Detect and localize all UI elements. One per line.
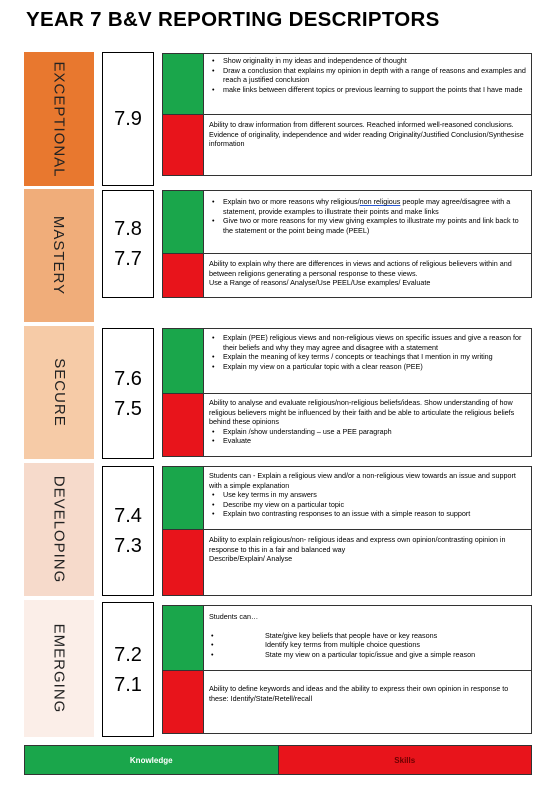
knowledge-list [209,631,526,660]
knowledge-swatch [163,467,204,529]
knowledge-intro: Students can… [209,612,259,621]
knowledge-row-developing [162,466,532,530]
band-label: DEVELOPING [50,475,68,584]
grade-value: 7.2 [114,643,142,666]
grade-value: 7.8 [114,218,142,240]
grade-box-emerging [102,602,154,737]
skills-row-emerging [162,670,532,734]
list-item: • Explain two contrasting responses to an issue with a simple reason to support [209,509,526,519]
grade-value: 7.3 [114,535,142,557]
skills-text: Ability to analyse and evaluate religious/non-religious beliefs/ideas. Show understanding of how religious believers might be influenced by their faith and be able to articulate the religious beliefs behind these opinions [209,398,515,427]
grade-box-developing [102,466,154,596]
skills-swatch [163,530,204,595]
skills-row-secure [162,393,532,457]
page-title: YEAR 7 B&V REPORTING DESCRIPTORS [26,8,440,31]
list-item: • Explain /show understanding – use a PEE paragraph [209,427,526,437]
list-item: • Describe my view on a particular topic [209,500,526,510]
skills-text: Use a Range of reasons/ Analyse/Use PEEL/Use examples/ Evaluate [209,278,431,288]
band-emerging [24,600,94,737]
knowledge-row-emerging [162,605,532,671]
band-label: EMERGING [50,623,68,714]
knowledge-list [209,490,526,519]
list-item: • Give two or more reasons for my view giving examples to illustrate my points and link back to the statement or the point being made (PEEL) [209,216,526,235]
band-exceptional [24,52,94,186]
knowledge-list [209,197,526,235]
skills-text: Ability to draw information from different sources. Reached informed well-reasoned conclusions. Evidence of originality, independence and wider reading Originality/Justified Conclusion/Synthesise information [209,120,524,149]
skills-text: Ability to define keywords and ideas and the ability to express their own opinion in response to these: Identify/State/Retell/recall [209,684,509,703]
skills-row-exceptional [162,114,532,176]
list-item: • Show originality in my ideas and independence of thought [209,56,526,66]
knowledge-swatch [163,329,204,393]
grade-value: 7.5 [114,397,142,420]
list-item: • Identify key terms from multiple choice questions [209,640,526,650]
band-developing [24,463,94,596]
skills-row-developing [162,529,532,596]
grade-value: 7.9 [114,108,142,130]
list-item: • make links between different topics or previous learning to support the points that I have made [209,85,526,95]
grade-box-secure [102,328,154,459]
legend-knowledge: Knowledge [25,746,278,774]
band-secure [24,326,94,459]
band-label: EXCEPTIONAL [50,60,68,178]
skills-text: Ability to explain religious/non- religious ideas and express own opinion/contrasting opinion in response to this in a fair and balanced way [209,535,506,554]
knowledge-intro: Students can - Explain a religious view and/or a non-religious view towards an issue and support with a simple explanation [209,471,516,490]
skills-swatch [163,394,204,456]
skills-swatch [163,115,204,175]
band-mastery [24,189,94,322]
knowledge-swatch [163,54,204,114]
list-item: • State my view on a particular topic/issue and give a simple reason [209,650,526,660]
grade-value: 7.7 [114,248,142,270]
grade-value: 7.1 [114,673,142,696]
knowledge-swatch [163,606,204,670]
list-item: • Use key terms in my answers [209,490,526,500]
skills-row-mastery [162,253,532,298]
list-item: • Explain two or more reasons why religious/non religious people may agree/disagree with a statement, provide examples to illustrate their points and make links [209,197,526,216]
knowledge-list [209,56,526,94]
knowledge-row-mastery [162,190,532,254]
list-item: • Evaluate [209,436,526,446]
skills-text: Describe/Explain/ Analyse [209,554,293,564]
skills-list [209,427,526,446]
band-label: SECURE [50,358,68,427]
legend-bar [24,745,532,775]
knowledge-row-exceptional [162,53,532,115]
skills-text: Ability to explain why there are differences in views and actions of religious believers within and between religions generating a personal response to these views. [209,259,512,278]
list-item: • State/give key beliefs that people have or key reasons [209,631,526,641]
list-item: • Explain (PEE) religious views and non-religious views on specific issues and give a reason for their beliefs and why they may agree and disagree with a statement [209,333,526,352]
list-item: • Explain the meaning of key terms / concepts or teachings that I mention in my writing [209,352,526,362]
grade-value: 7.6 [114,367,142,390]
band-label: MASTERY [50,215,68,296]
list-item: • Draw a conclusion that explains my opinion in depth with a range of reasons and examples and reach a justified conclusion [209,66,526,85]
grade-box-exceptional [102,52,154,186]
legend-skills: Skills [278,746,532,774]
skills-swatch [163,254,204,297]
skills-swatch [163,671,204,733]
grade-value: 7.4 [114,505,142,527]
list-item: • Explain my view on a particular topic with a clear reason (PEE) [209,362,526,372]
grade-box-mastery [102,190,154,298]
knowledge-row-secure [162,328,532,394]
knowledge-swatch [163,191,204,253]
knowledge-list [209,333,526,371]
